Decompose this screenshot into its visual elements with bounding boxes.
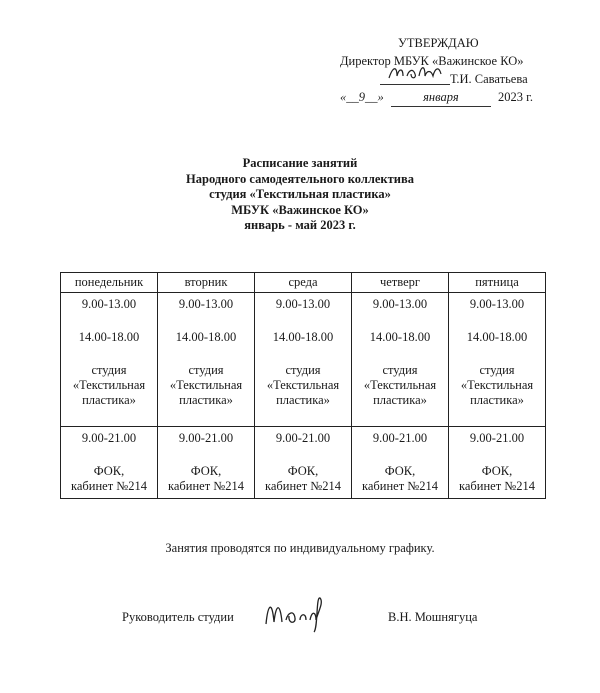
- cell-place: ФОК,: [481, 464, 513, 478]
- cell-time: 14.00-18.00: [78, 330, 140, 344]
- cell-time: 9.00-21.00: [81, 431, 137, 445]
- signature-line: [380, 84, 450, 85]
- schedule-table: [60, 272, 546, 499]
- cell-place: «Текстильная: [460, 378, 534, 392]
- column-header: вторник: [158, 273, 255, 293]
- cell-place: ФОК,: [384, 464, 416, 478]
- cell-place: ФОК,: [93, 464, 125, 478]
- cell-time: 9.00-13.00: [178, 297, 234, 311]
- cell-place: студия: [285, 363, 321, 377]
- approval-position: Директор МБУК «Важинское КО»: [340, 54, 524, 68]
- cell-place: кабинет №214: [459, 479, 535, 493]
- table-row: [61, 427, 546, 499]
- cell-place: студия: [188, 363, 224, 377]
- approval-date-month: января: [391, 88, 491, 107]
- cell-place: «Текстильная: [169, 378, 243, 392]
- approval-date: [340, 88, 560, 107]
- cell-place: кабинет №214: [168, 479, 244, 493]
- cell-time: 14.00-18.00: [272, 330, 334, 344]
- approval-title: УТВЕРЖДАЮ: [398, 36, 479, 50]
- heading-line: Народного самодеятельного коллектива: [186, 171, 414, 186]
- approval-name: Т.И. Саватьева: [450, 72, 528, 86]
- heading-line: студия «Текстильная пластика»: [209, 187, 391, 201]
- footer-name: В.Н. Мошнягуца: [388, 610, 478, 624]
- director-signature-image: [385, 62, 445, 84]
- head-signature-image: [262, 594, 332, 634]
- cell-place: ФОК,: [287, 464, 319, 478]
- cell-place: студия: [479, 363, 515, 377]
- cell-time: 9.00-21.00: [469, 431, 525, 445]
- column-header: понедельник: [61, 273, 158, 293]
- table-cell: [61, 427, 158, 499]
- cell-place: кабинет №214: [71, 479, 147, 493]
- cell-place: кабинет №214: [265, 479, 341, 493]
- table-cell: [61, 293, 158, 427]
- table-cell: [352, 427, 449, 499]
- table-cell: [255, 293, 352, 427]
- table-row: [61, 293, 546, 427]
- table-cell: [449, 293, 546, 427]
- table-cell: [158, 427, 255, 499]
- cell-place: пластика»: [373, 393, 427, 407]
- table-cell: [352, 293, 449, 427]
- cell-time: 9.00-13.00: [372, 297, 428, 311]
- cell-place: пластика»: [470, 393, 524, 407]
- cell-time: 14.00-18.00: [466, 330, 528, 344]
- schedule-note: Занятия проводятся по индивидуальному графику.: [165, 541, 435, 555]
- cell-time: 9.00-21.00: [372, 431, 428, 445]
- table-cell: [449, 427, 546, 499]
- approval-date-year: 2023 г.: [498, 90, 533, 104]
- heading-line: Расписание занятий: [242, 156, 358, 170]
- heading-line: МБУК «Важинское КО»: [231, 202, 369, 217]
- schedule-heading: [0, 156, 600, 234]
- cell-place: пластика»: [276, 393, 330, 407]
- cell-place: пластика»: [82, 393, 136, 407]
- cell-place: студия: [382, 363, 418, 377]
- cell-place: ФОК,: [190, 464, 222, 478]
- table-cell: [158, 293, 255, 427]
- cell-place: студия: [91, 363, 127, 377]
- cell-time: 14.00-18.00: [175, 330, 237, 344]
- table-header-row: [61, 273, 546, 293]
- cell-place: «Текстильная: [363, 378, 437, 392]
- cell-time: 14.00-18.00: [369, 330, 431, 344]
- cell-place: «Текстильная: [266, 378, 340, 392]
- footer-role: Руководитель студии: [122, 610, 234, 624]
- cell-time: 9.00-13.00: [81, 297, 137, 311]
- table-cell: [255, 427, 352, 499]
- column-header: четверг: [352, 273, 449, 293]
- cell-time: 9.00-13.00: [275, 297, 331, 311]
- cell-time: 9.00-21.00: [178, 431, 234, 445]
- cell-time: 9.00-21.00: [275, 431, 331, 445]
- column-header: пятница: [449, 273, 546, 293]
- approval-date-day: «__9__»: [340, 90, 384, 104]
- column-header: среда: [255, 273, 352, 293]
- cell-place: пластика»: [179, 393, 233, 407]
- cell-place: кабинет №214: [362, 479, 438, 493]
- cell-time: 9.00-13.00: [469, 297, 525, 311]
- cell-place: «Текстильная: [72, 378, 146, 392]
- heading-line: январь - май 2023 г.: [244, 218, 356, 232]
